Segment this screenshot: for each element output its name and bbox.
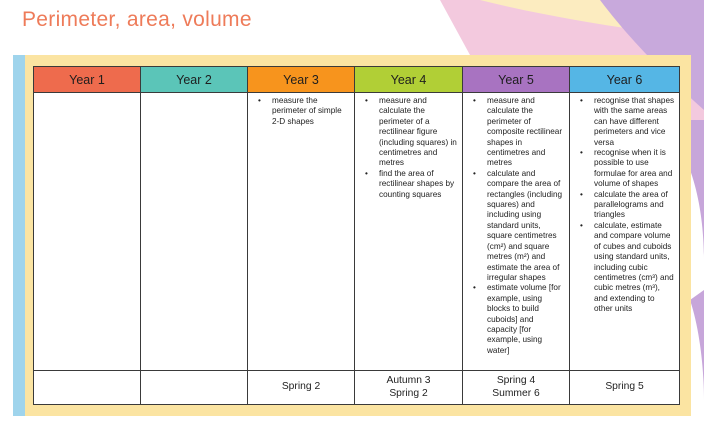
objective-item: • calculate the area of parallelograms and triangles — [594, 190, 675, 221]
year-header: Year 1 — [34, 67, 141, 93]
objective-list — [359, 96, 458, 200]
term-label: Spring 2 — [281, 381, 321, 393]
year-header: Year 2 — [141, 67, 248, 93]
objectives-cell — [355, 93, 463, 371]
objective-item: • calculate and compare the area of rectangles (including squares) and including using standard units, square centimetres (cm²) and square metres (m²) and estimate the area of irregular shapes — [487, 169, 565, 283]
objectives-cell — [570, 93, 680, 371]
objective-item: • find the area of rectilinear shapes by counting squares — [379, 169, 458, 200]
page-title: Perimeter, area, volume — [22, 8, 252, 31]
objectives-cell — [248, 93, 355, 371]
objective-item: • measure and calculate the perimeter of composite rectilinear shapes in centimetres and metres — [487, 96, 565, 169]
objective-item: • estimate volume [for example, using blocks to build cuboids] and capacity [for example, using water] — [487, 283, 565, 356]
year-header: Year 3 — [248, 67, 355, 93]
term-label: Spring 5 — [605, 381, 644, 393]
objective-item: • measure and calculate the perimeter of a rectilinear figure (including squares) in centimetres and metres — [379, 96, 458, 169]
objective-item: • calculate, estimate and compare volume of cubes and cuboids using standard units, including cubic centimetres (cm³) and cubic metres (m³), and extending to other units — [594, 221, 675, 315]
term-cell — [355, 371, 463, 405]
objective-item: • recognise that shapes with the same areas can have different perimeters and vice versa — [594, 96, 675, 148]
term-row — [34, 371, 680, 405]
objective-item: • measure the perimeter of simple 2-D shapes — [272, 96, 350, 127]
term-cell — [141, 371, 248, 405]
objective-item: • recognise when it is possible to use formulae for area and volume of shapes — [594, 148, 675, 190]
term-cell — [570, 371, 680, 405]
objective-list — [574, 96, 675, 315]
year-header: Year 6 — [570, 67, 680, 93]
term-label: Summer 6 — [492, 387, 540, 399]
objective-list — [252, 96, 350, 127]
term-cell — [248, 371, 355, 405]
term-label: Spring 2 — [389, 387, 428, 399]
year-header: Year 4 — [355, 67, 463, 93]
objectives-cell — [141, 93, 248, 371]
curriculum-table — [33, 66, 680, 405]
frame-accent-strip — [13, 55, 25, 416]
objectives-cell — [463, 93, 570, 371]
year-header-row — [34, 67, 680, 93]
year-header: Year 5 — [463, 67, 570, 93]
objectives-row — [34, 93, 680, 371]
term-cell — [34, 371, 141, 405]
term-label: Autumn 3 — [386, 375, 431, 386]
objectives-cell — [34, 93, 141, 371]
objective-list — [467, 96, 565, 356]
term-label: Spring 4 — [496, 375, 536, 386]
term-cell — [463, 371, 570, 405]
